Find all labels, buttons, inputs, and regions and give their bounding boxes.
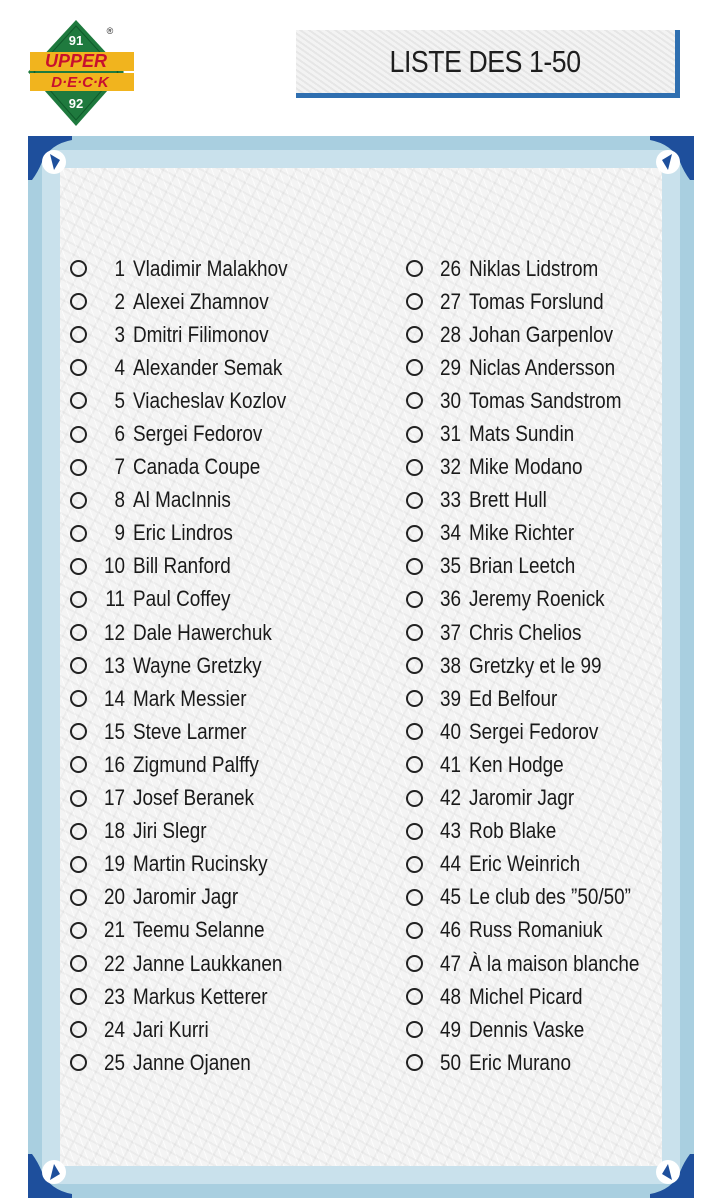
checkbox-circle[interactable] xyxy=(70,988,87,1005)
card-name: Markus Ketterer xyxy=(133,983,268,1009)
card-number: 47 xyxy=(439,950,461,976)
card-name: Alexei Zhamnov xyxy=(133,288,269,314)
checkbox-circle[interactable] xyxy=(406,260,423,277)
checklist-item xyxy=(70,252,313,285)
card-name: Dale Hawerchuk xyxy=(133,619,272,645)
checklist-item xyxy=(70,914,313,947)
checklist-item xyxy=(70,1013,313,1046)
checklist-item xyxy=(406,285,667,318)
checkbox-circle[interactable] xyxy=(70,260,87,277)
card-name: Tomas Sandstrom xyxy=(469,387,622,413)
checklist-item xyxy=(406,715,667,748)
checkbox-circle[interactable] xyxy=(406,955,423,972)
card-name: Canada Coupe xyxy=(133,454,261,480)
card-number: 28 xyxy=(439,321,461,347)
checkbox-circle[interactable] xyxy=(70,756,87,773)
card-name: Le club des ”50/50” xyxy=(469,884,631,910)
card-number: 29 xyxy=(439,354,461,380)
checklist-left-column xyxy=(70,252,313,1079)
card-number: 32 xyxy=(439,454,461,480)
card-number: 25 xyxy=(103,1049,125,1075)
card-name: Mike Modano xyxy=(469,454,583,480)
card-name: Rob Blake xyxy=(469,818,557,844)
checklist-item xyxy=(70,517,313,550)
checkbox-circle[interactable] xyxy=(406,756,423,773)
checkbox-circle[interactable] xyxy=(406,392,423,409)
checklist-item xyxy=(406,914,667,947)
checklist-item xyxy=(70,384,313,417)
checkbox-circle[interactable] xyxy=(406,1021,423,1038)
checkbox-circle[interactable] xyxy=(70,591,87,608)
checklist-item xyxy=(406,583,667,616)
card-number: 44 xyxy=(439,851,461,877)
card-name: Janne Ojanen xyxy=(133,1049,251,1075)
checkbox-circle[interactable] xyxy=(406,293,423,310)
card-name: Paul Coffey xyxy=(133,586,231,612)
checkbox-circle[interactable] xyxy=(70,293,87,310)
card-name: Eric Weinrich xyxy=(469,851,581,877)
checkbox-circle[interactable] xyxy=(406,624,423,641)
upper-deck-logo xyxy=(28,18,136,128)
checklist-item xyxy=(406,484,667,517)
checklist-item xyxy=(70,980,313,1013)
checklist-item xyxy=(406,980,667,1013)
card-name: Russ Romaniuk xyxy=(469,917,603,943)
card-name: Ken Hodge xyxy=(469,751,564,777)
checkbox-circle[interactable] xyxy=(70,525,87,542)
corner-ornament-icon xyxy=(28,136,72,180)
checkbox-circle[interactable] xyxy=(70,922,87,939)
card-number: 45 xyxy=(439,884,461,910)
card-name: Alexander Semak xyxy=(133,354,283,380)
card-name: Sergei Fedorov xyxy=(133,421,263,447)
card-name: Teemu Selanne xyxy=(133,917,265,943)
checkbox-circle[interactable] xyxy=(70,889,87,906)
card-number: 38 xyxy=(439,652,461,678)
card-number: 48 xyxy=(439,983,461,1009)
checkbox-circle[interactable] xyxy=(70,657,87,674)
card-name: Johan Garpenlov xyxy=(469,321,614,347)
checkbox-circle[interactable] xyxy=(406,459,423,476)
checkbox-circle[interactable] xyxy=(406,690,423,707)
checkbox-circle[interactable] xyxy=(406,558,423,575)
checkbox-circle[interactable] xyxy=(406,1054,423,1071)
checklist-item xyxy=(70,285,313,318)
card-number: 33 xyxy=(439,487,461,513)
checkbox-circle[interactable] xyxy=(406,591,423,608)
card-number: 1 xyxy=(114,255,125,281)
checkbox-circle[interactable] xyxy=(406,823,423,840)
checkbox-circle[interactable] xyxy=(406,790,423,807)
card-number: 39 xyxy=(439,685,461,711)
card-number: 41 xyxy=(439,751,461,777)
card-name: Janne Laukkanen xyxy=(133,950,283,976)
logo-word-bottom: D·E·C·K xyxy=(51,74,109,91)
card-name: Jiri Slegr xyxy=(133,818,207,844)
corner-ornament-icon xyxy=(28,1154,72,1198)
checklist-item xyxy=(406,1013,667,1046)
checklist-item xyxy=(70,848,313,881)
card-name: Jari Kurri xyxy=(133,1016,209,1042)
card-name: Vladimir Malakhov xyxy=(133,255,288,281)
card-name: Brett Hull xyxy=(469,487,547,513)
checkbox-circle[interactable] xyxy=(70,459,87,476)
card-number: 3 xyxy=(114,321,125,347)
checkbox-circle[interactable] xyxy=(406,492,423,509)
checkbox-circle[interactable] xyxy=(406,723,423,740)
checkbox-circle[interactable] xyxy=(70,1054,87,1071)
card-number: 13 xyxy=(103,652,125,678)
checkbox-circle[interactable] xyxy=(70,426,87,443)
checkbox-circle[interactable] xyxy=(70,823,87,840)
checklist-item xyxy=(70,815,313,848)
card-name: Niclas Andersson xyxy=(469,354,616,380)
card-name: Josef Beranek xyxy=(133,785,254,811)
checklist-item xyxy=(70,881,313,914)
card-number: 9 xyxy=(114,520,125,546)
card-number: 37 xyxy=(439,619,461,645)
checkbox-circle[interactable] xyxy=(70,624,87,641)
checklist-item xyxy=(406,417,667,450)
checklist-item xyxy=(406,947,667,980)
checkbox-circle[interactable] xyxy=(70,558,87,575)
checklist-item xyxy=(406,748,667,781)
checkbox-circle[interactable] xyxy=(70,723,87,740)
card-number: 30 xyxy=(439,387,461,413)
logo-year-top: 91 xyxy=(68,33,84,48)
card-number: 10 xyxy=(103,553,125,579)
checklist-item xyxy=(406,351,667,384)
card-name: Ed Belfour xyxy=(469,685,558,711)
card-name: Mike Richter xyxy=(469,520,575,546)
card-name: Eric Lindros xyxy=(133,520,233,546)
card-number: 43 xyxy=(439,818,461,844)
checklist-item xyxy=(406,616,667,649)
card-number: 11 xyxy=(105,586,125,612)
checklist-item xyxy=(70,1046,313,1079)
checkbox-circle[interactable] xyxy=(70,392,87,409)
card-name: À la maison blanche xyxy=(469,950,640,976)
checkbox-circle[interactable] xyxy=(406,359,423,376)
card-number: 20 xyxy=(103,884,125,910)
card-name: Jaromir Jagr xyxy=(469,785,575,811)
logo-word-top: UPPER xyxy=(44,51,108,71)
checklist-item xyxy=(406,252,667,285)
checklist-item xyxy=(70,748,313,781)
corner-ornament-icon xyxy=(650,1154,694,1198)
checklist-item xyxy=(70,682,313,715)
checkbox-circle[interactable] xyxy=(70,1021,87,1038)
card-name: Tomas Forslund xyxy=(469,288,604,314)
card-number: 19 xyxy=(103,851,125,877)
checklist-item xyxy=(406,848,667,881)
card-number: 34 xyxy=(439,520,461,546)
card-number: 2 xyxy=(114,288,125,314)
checkbox-circle[interactable] xyxy=(406,326,423,343)
checkbox-circle[interactable] xyxy=(406,657,423,674)
card-name: Jaromir Jagr xyxy=(133,884,239,910)
card-name: Bill Ranford xyxy=(133,553,231,579)
checklist-item xyxy=(70,583,313,616)
card-name: Gretzky et le 99 xyxy=(469,652,602,678)
card-number: 36 xyxy=(439,586,461,612)
checkbox-circle[interactable] xyxy=(406,525,423,542)
checkbox-circle[interactable] xyxy=(406,922,423,939)
card-number: 8 xyxy=(114,487,125,513)
card-number: 21 xyxy=(103,917,125,943)
card-number: 26 xyxy=(439,255,461,281)
card-number: 49 xyxy=(439,1016,461,1042)
checklist-item xyxy=(70,351,313,384)
corner-ornament-icon xyxy=(650,136,694,180)
checkbox-circle[interactable] xyxy=(70,856,87,873)
checklist-item xyxy=(406,451,667,484)
card-number: 7 xyxy=(114,454,125,480)
checklist-item xyxy=(406,384,667,417)
checklist-item xyxy=(406,1046,667,1079)
card-number: 16 xyxy=(103,751,125,777)
card-name: Niklas Lidstrom xyxy=(469,255,599,281)
card-name: Wayne Gretzky xyxy=(133,652,262,678)
checklist-item xyxy=(406,517,667,550)
checklist-item xyxy=(70,550,313,583)
card-name: Al MacInnis xyxy=(133,487,231,513)
checklist-item xyxy=(70,318,313,351)
card-name: Mark Messier xyxy=(133,685,247,711)
card-number: 5 xyxy=(114,387,125,413)
checkbox-circle[interactable] xyxy=(406,988,423,1005)
checkbox-circle[interactable] xyxy=(406,889,423,906)
card-number: 42 xyxy=(439,785,461,811)
card-number: 17 xyxy=(103,785,125,811)
card-number: 14 xyxy=(103,685,125,711)
card-number: 24 xyxy=(103,1016,125,1042)
card-name: Dennis Vaske xyxy=(469,1016,585,1042)
card-name: Viacheslav Kozlov xyxy=(133,387,287,413)
card-number: 4 xyxy=(114,354,125,380)
registered-mark: ® xyxy=(106,26,114,36)
card-number: 40 xyxy=(439,718,461,744)
card-name: Zigmund Palffy xyxy=(133,751,259,777)
card-number: 31 xyxy=(439,421,461,447)
checkbox-circle[interactable] xyxy=(70,790,87,807)
checklist-item xyxy=(406,815,667,848)
checkbox-circle[interactable] xyxy=(70,359,87,376)
card-number: 23 xyxy=(103,983,125,1009)
card-name: Sergei Fedorov xyxy=(469,718,599,744)
card-name: Brian Leetch xyxy=(469,553,576,579)
checkbox-circle[interactable] xyxy=(70,492,87,509)
card-name: Dmitri Filimonov xyxy=(133,321,269,347)
card-number: 46 xyxy=(439,917,461,943)
card-name: Eric Murano xyxy=(469,1049,571,1075)
card-number: 22 xyxy=(103,950,125,976)
card-number: 50 xyxy=(439,1049,461,1075)
upper-deck-logo-graphic xyxy=(28,18,136,128)
card-name: Steve Larmer xyxy=(133,718,247,744)
checklist-item xyxy=(406,682,667,715)
card-number: 15 xyxy=(103,718,125,744)
checkbox-circle[interactable] xyxy=(70,690,87,707)
checklist-item xyxy=(406,550,667,583)
logo-year-bottom: 92 xyxy=(68,96,84,111)
checkbox-circle[interactable] xyxy=(70,955,87,972)
card-number: 18 xyxy=(103,818,125,844)
card-name: Chris Chelios xyxy=(469,619,582,645)
checkbox-circle[interactable] xyxy=(70,326,87,343)
card-number: 6 xyxy=(114,421,125,447)
checklist-item xyxy=(406,782,667,815)
checklist-item xyxy=(70,947,313,980)
card-name: Martin Rucinsky xyxy=(133,851,268,877)
card-number: 27 xyxy=(439,288,461,314)
checklist-item xyxy=(406,649,667,682)
card-name: Mats Sundin xyxy=(469,421,575,447)
checklist-item xyxy=(70,484,313,517)
card-name: Michel Picard xyxy=(469,983,583,1009)
checklist-right-column xyxy=(406,252,667,1079)
checklist-item xyxy=(70,715,313,748)
checkbox-circle[interactable] xyxy=(406,856,423,873)
checklist-item xyxy=(70,417,313,450)
card-name: Jeremy Roenick xyxy=(469,586,605,612)
checklist-item xyxy=(406,881,667,914)
checkbox-circle[interactable] xyxy=(406,426,423,443)
checklist-item xyxy=(70,649,313,682)
card-number: 12 xyxy=(103,619,125,645)
card-number: 35 xyxy=(439,553,461,579)
title-plate xyxy=(296,30,680,98)
page-title: LISTE DES 1-50 xyxy=(389,43,582,79)
checklist-item xyxy=(406,318,667,351)
checklist-item xyxy=(70,451,313,484)
checklist-item xyxy=(70,782,313,815)
checklist-item xyxy=(70,616,313,649)
